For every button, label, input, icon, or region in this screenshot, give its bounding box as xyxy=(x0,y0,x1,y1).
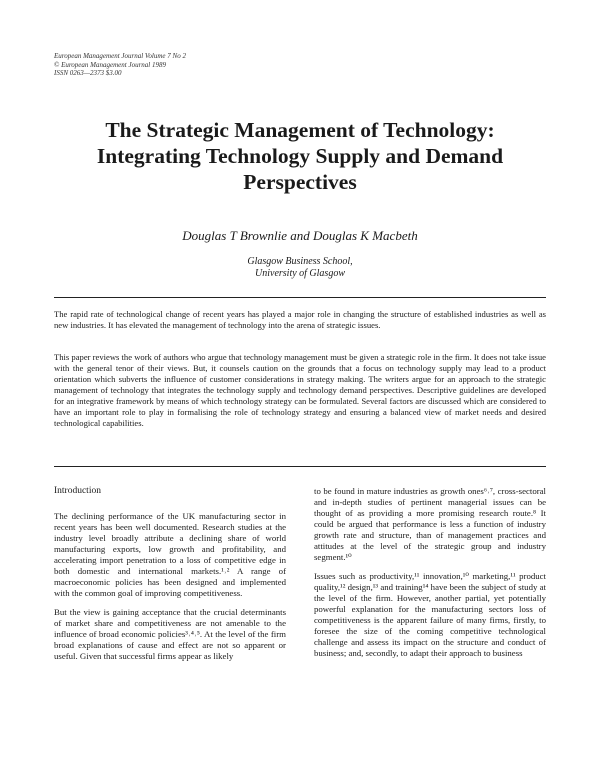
affiliation xyxy=(40,256,560,280)
abstract-top-rule xyxy=(54,297,546,298)
title-line-1: The Strategic Management of Technology: xyxy=(105,118,495,142)
journal-info xyxy=(54,52,186,78)
issn-line: ISSN 0263—2373 $3.00 xyxy=(54,69,122,77)
title-line-3: Perspectives xyxy=(243,170,357,194)
body-paragraph: But the view is gaining acceptance that the crucial determinants of market share and competitiveness are not amenable to the influence of broad economic policies³˒⁴˒⁵. At the level of the firm broad explanations of cause and effect are not so apparent or useful. Given that successful firms appear as likely xyxy=(54,607,286,661)
body-paragraph: The declining performance of the UK manufacturing sector in recent years has been well documented. Research studies at the industry level broadly attribute a declining share of world manufacturing exports, low growth and profitability, and accelerating import penetration to a loss of competitive edge in both domestic and international markets.¹˒² A range of macroeconomic policies has been designed and implemented with the common goal of improving competitiveness. xyxy=(54,511,286,598)
journal-line: European Management Journal Volume 7 No 2 xyxy=(54,52,186,60)
section-heading: Introduction xyxy=(54,486,101,496)
abstract-paragraph-1 xyxy=(54,309,546,331)
body-paragraph: to be found in mature industries as growth ones⁶˒⁷, cross-sectoral and in-depth studies of pertinent managerial issues can be thought of as providing a more promising research route.⁸ It could be argued that performance is less a function of industry growth rate and structure, than of management practices and attitudes at the level of the strategic group and industry segment.¹⁰ xyxy=(314,486,546,562)
left-column xyxy=(54,486,286,670)
authors: Douglas T Brownlie and Douglas K Macbeth xyxy=(182,228,418,243)
body-paragraph: Issues such as productivity,¹¹ innovation,¹⁰ marketing,¹¹ product quality,¹² design,¹³ and training¹⁴ have been the subject of study at the level of the firm. However, another partial, yet potentially powerful explanation for the manufacturing sectors loss of competitiveness is the apparent failure of many firms, firstly, to foresee the size of the coming competitive technological challenge and assess its impact on the structure and conduct of business; and, secondly, to adapt their approach to business xyxy=(314,571,546,658)
abstract-paragraph-2 xyxy=(54,352,546,429)
abstract-text-1: The rapid rate of technological change of recent years has played a major role in changing the structure of established industries as well as new industries. It has elevated the management of technology into the arena of strategic issues. xyxy=(54,309,546,330)
title-line-2: Integrating Technology Supply and Demand xyxy=(96,144,504,168)
paper-title xyxy=(40,117,560,195)
copyright-line: © European Management Journal 1989 xyxy=(54,60,166,69)
affiliation-university: University of Glasgow xyxy=(255,268,345,279)
abstract-bottom-rule xyxy=(54,466,546,467)
affiliation-school: Glasgow Business School, xyxy=(247,256,353,267)
abstract-text-2: This paper reviews the work of authors who argue that technology management must be given a strategic role in the firm. It does not take issue with the general tenor of their views. But, it counsels caution on the grounds that a focus on technology supply may lead to a product orientation which subverts the influence of customer considerations in strategy making. The writers argue for an approach to the strategic management of technology that integrates the technology supply and technology demand perspectives. Descriptive guidelines are developed for an integrative framework by means of which technology strategy can be formulated. Several factors are discussed which are considered to have an important role to play in formalising the role of technology strategy and ensuring a balanced view of market needs and desired technological capabilities. xyxy=(54,352,546,428)
right-column xyxy=(314,486,546,667)
